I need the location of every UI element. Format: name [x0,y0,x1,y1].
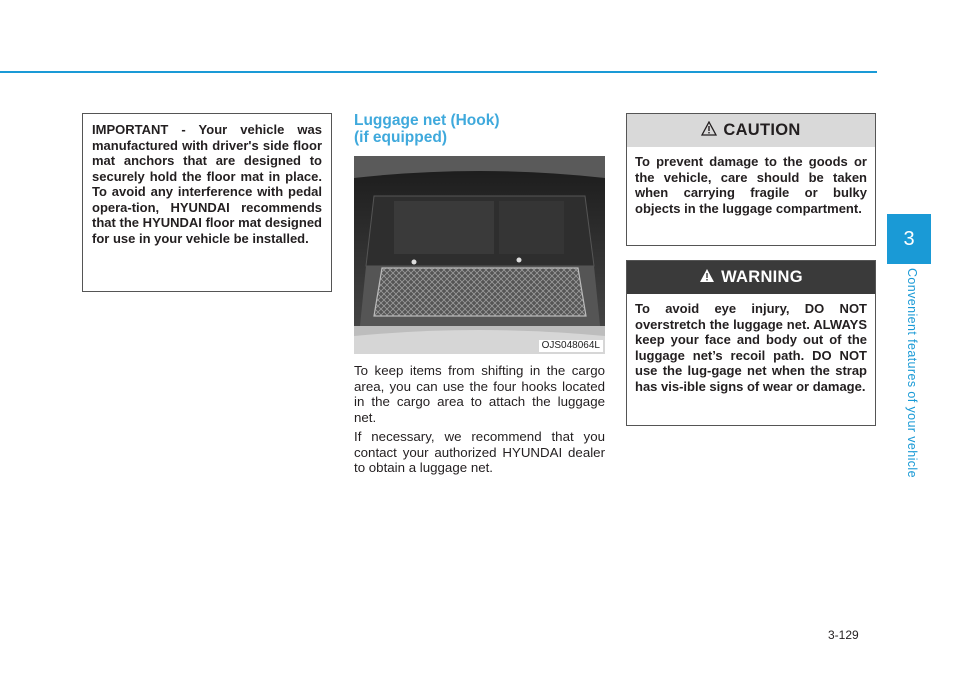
image-reference-label: OJS048064L [539,340,603,352]
warning-triangle-filled-icon [699,268,715,288]
section-title-line2: (if equipped) [354,129,447,146]
warning-triangle-outline-icon [701,121,717,141]
paragraph-hooks: To keep items from shifting in the cargo area, you can use the four hooks located in the cargo area to attach the luggage net. [354,363,605,425]
warning-header [627,261,875,294]
caution-header [627,114,875,147]
cargo-net-illustration [354,156,605,354]
section-title [354,112,604,146]
chapter-title: Convenient features of your vehicle [905,268,919,478]
paragraph-dealer: If necessary, we recommend that you contact your authorized HYUNDAI dealer to obtain a luggage net. [354,429,605,476]
warning-box [626,260,876,426]
important-note-text: IMPORTANT - Your vehicle was manufactured with driver's side floor mat anchors that are designed to securely hold the floor mat in place. To avoid any interference with pedal opera-tion, HYUNDAI recommends that the HYUNDAI floor mat designed for use in your vehicle be installed. [92,122,322,246]
caution-heading: CAUTION [723,121,801,139]
important-note-box [82,113,332,292]
warning-text: To avoid eye injury, DO NOT overstretch the luggage net. ALWAYS keep your face and body out of the luggage net’s recoil path. DO NOT use the lug-gage net when the strap has vis-ible signs of wear or damage. [635,301,867,394]
warning-heading: WARNING [721,268,803,286]
cargo-area-photo [354,156,605,354]
caution-text: To prevent damage to the goods or the vehicle, care should be taken when carrying fragile or bulky objects in the luggage compartment. [635,154,867,216]
chapter-tab [887,214,931,264]
page-number: 3-129 [828,628,859,642]
section-title-line1: Luggage net (Hook) [354,112,500,129]
chapter-number: 3 [903,227,915,250]
header-rule [0,71,877,73]
caution-box [626,113,876,246]
